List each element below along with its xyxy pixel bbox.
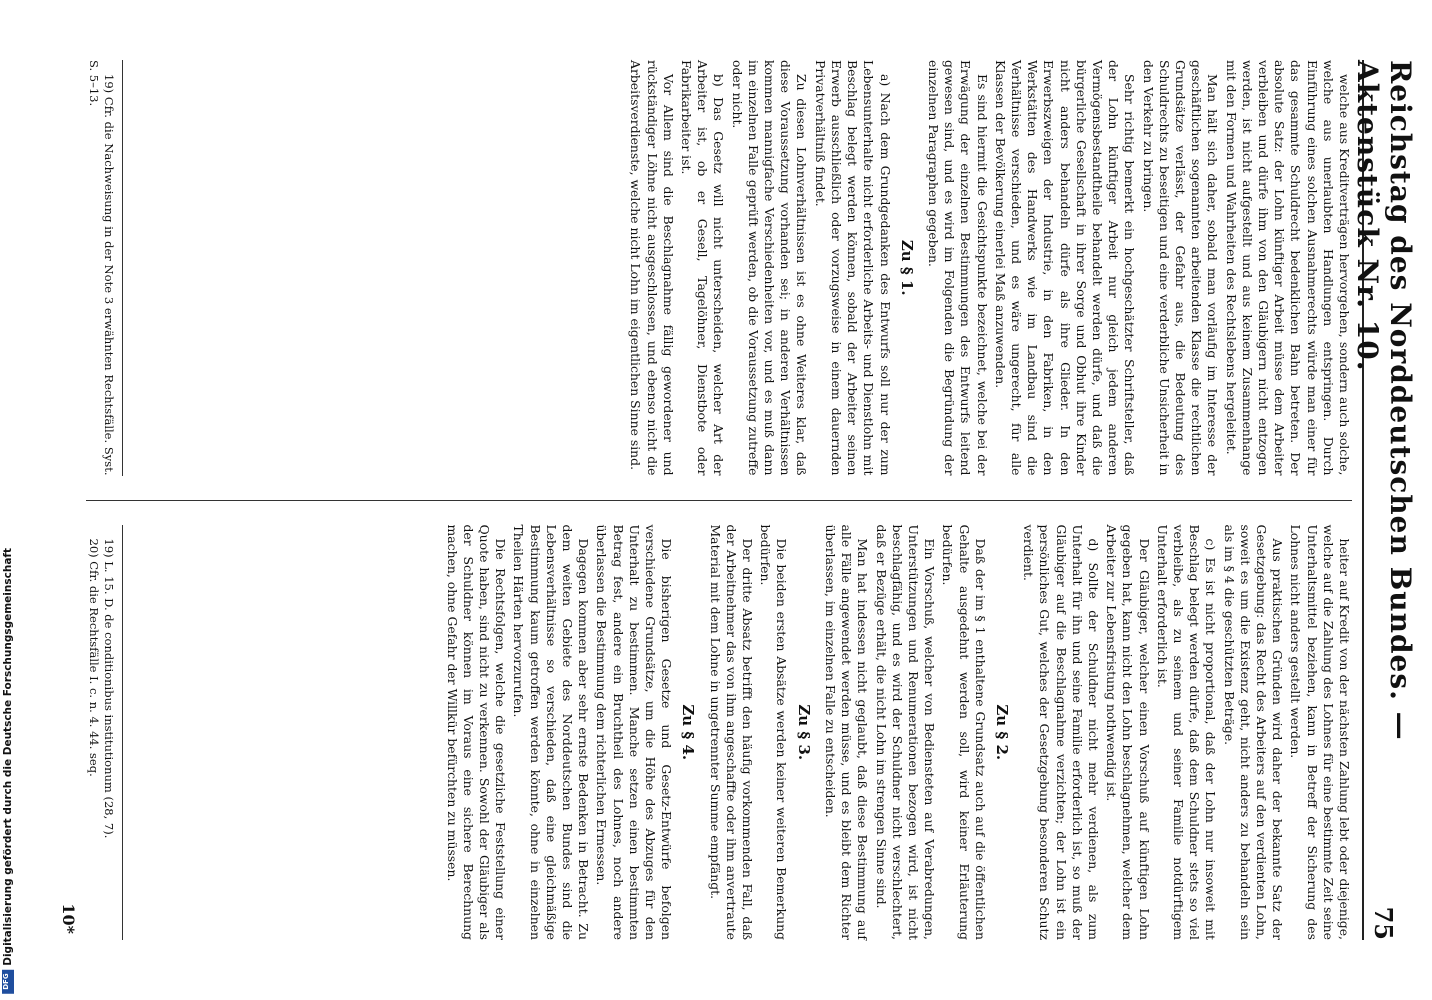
running-header [1351, 60, 1417, 940]
paragraph: Der Gläubiger, welcher einen Vorschuß auf künftigen Lohn gegeben hat, kann nicht den Lohn beschlagnehmen, welcher dem Arbeiter zur Lebensfristung nothwendig ist. [1104, 524, 1152, 940]
section-heading: Zu § 1. [897, 239, 916, 296]
section-heading: Zu § 2. [992, 704, 1011, 761]
paragraph: Aus praktischen Gründen wird daher der bekannte Satz der Gesetzgebung: das Recht des Arbeiters auf den verdienten Lohn, soweit es um die Existenz geht, nicht anders zu behandeln sein als im § 4 die geschützten Beträge. [1221, 524, 1286, 940]
paragraph: Es sind hiermit die Gesichtspunkte bezeichnet, welche bei der Erwägung der einzelnen Bestimmungen des Entwurfs leitend gewesen sind, und es wird im Folgenden die Begründung der einzelnen Paragraphen gegeben. [925, 60, 990, 476]
digitization-credit [0, 6, 16, 994]
paragraph: Daß der im § 1 enthaltene Grundsatz auch auf die öffentlichen Gehalte ausgedehnt werden soll, wird keiner Erläuterung bedürfen. [940, 524, 988, 940]
text-columns [59, 60, 1352, 940]
paragraph: Die bisherigen Gesetze und Gesetz-Entwürfe befolgen verschiedene Grundsätze, um die Höhe des Abzuges für den Unterhalt zu bestimmen. Manche setzen einen bestimmten Betrag fest, andere ein Bruchtheil des Lohnes, noch andere überlassen die Bestimmung dem richterlichen Ermessen. [594, 524, 675, 940]
footnote: 20) Cfr. die Rechtsfälle I. c. n. 4. 44. seq. [87, 538, 101, 777]
document-page [16, 0, 1432, 1000]
paragraph: b) Das Gesetz will nicht unterscheiden, welcher Art der Arbeiter ist, ob er Gesell, Tagelöhner, Dienstbote oder Fabrikarbeiter ist. [679, 60, 727, 476]
paragraph: Sehr richtig bemerkt ein hochgeschätzter Schriftsteller, daß der Lohn künftiger Arbeit nur gleich jedem anderen Vermögensbestandtheile behandelt werden dürfe, und daß die bürgerliche Gesellschaft in ihrer Sorge und Obhut ihre Kinder nicht anders behandeln dürfe als ihre Glieder. In den Erwerbszweigen der Industrie, in den Fabriken, in den Werkstätten des Handwerks wie im Landbau sind die Verhältnisse verschieden, und es wäre ungerecht, für alle Klassen der Bevölkerung einerlei Maß anzuwenden. [992, 60, 1138, 476]
footnote: 19) Cfr. die Nachweisung in der Note 3 erwähnten Rechtsfälle. Syst. S. 5–13. [87, 60, 116, 476]
right-footnotes [86, 525, 123, 941]
paragraph: Der dritte Absatz betrifft den häufig vorkommenden Fall, daß der Arbeitnehmer das von ihm angeschaffte oder ihm anvertraute Material mit dem Lohne in ungetrennter Summe empfängt. [707, 524, 756, 940]
signature-mark: 10* [59, 903, 79, 934]
running-title: Reichstag des Norddeutschen Bundes. — Aktenstück Nr. 10. [1351, 60, 1417, 741]
footnote: 19) L. 15. D. de conditionibus institutionum (28, 7). [102, 538, 116, 839]
dfg-logo-icon: DFG [2, 970, 14, 994]
digitization-credit-text: Digitalisierung gefördert durch die Deutsche Forschungsgemeinschaft [2, 548, 14, 966]
left-column [86, 60, 1352, 476]
paragraph: Man hält sich daher, sobald man vorläufig im Interesse der geschäftlichen sogenannten arbeitenden Klasse die rechtlichen Grundsätze verlässt, der Gefahr aus, die Bedeutung des Schuldrechts zu beseitigen und eine verderbliche Unsicherheit in den Verkehr zu bringen. [1140, 60, 1221, 476]
left-column-body [627, 60, 1352, 476]
paragraph: Zu diesen Lohnverhältnissen ist es ohne Weiteres klar, daß diese Voraussetzung vorhanden sei; in anderen Verhältnissen kommen mannigfache Verschiedenheiten vor, und es muß dann im einzelnen Falle geprüft werden, ob die Voraussetzung zutreffe oder nicht. [729, 60, 810, 476]
paragraph: a) Nach dem Grundgedanken des Entwurfs soll nur der zum Lebensunterhalte nicht erforderliche Arbeits- und Dienstlohn mit Beschlag belegt werden können, sobald der Arbeiter seinen Erwerb ausschließlich oder vorzugsweise in einem dauernden Privatverhältniß findet. [812, 60, 893, 476]
paragraph: c) Es ist nicht proportional, daß der Lohn nur insoweit mit Beschlag belegt werden dürfe, daß dem Schuldner stets so viel verbleibe, als zu seinem und seiner Familie notdürftigem Unterhalt erforderlich ist. [1154, 524, 1219, 940]
page-number: 75 [1369, 906, 1399, 940]
paragraph: Ein Vorschuß, welcher von Bediensteten auf Verabredungen, Unterstützungen und Renumerationen bezogen wird, ist nicht beschlagfähig, und es wird der Schuldner nicht verschlechtert, daß er Bezüge erhält, die nicht Lohn im strengen Sinne sind. [873, 524, 938, 940]
section-heading: Zu § 3. [794, 704, 813, 761]
paragraph: Die beiden ersten Absätze werden keiner weiteren Bemerkung bedürfen. [758, 524, 790, 940]
paragraph: Man hat indessen nicht geglaubt, daß diese Bestimmung auf alle Fälle angewendet werden müsse, und es bleibt dem Richter überlassen, im einzelnen Falle zu entscheiden. [822, 524, 871, 940]
paragraph: d) Sollte der Schuldner nicht mehr verdienen, als zum Unterhalt für ihn und seine Familie erforderlich ist, so muß der Gläubiger auf die Beschlagnahme verzichten; der Lohn ist ein persönliches Gut, welches der Gesetzgebung besonderen Schutz verdient. [1021, 524, 1101, 940]
right-column-body [443, 525, 1352, 941]
paragraph: Die Rechtsfolgen, welche die gesetzliche Feststellung einer Quote haben, sind nicht zu verkennen. Sowohl der Gläubiger als der Schuldner können im Voraus eine sichere Berechnung machen, ohne Gefahr der Willkür befürchten zu müssen. [444, 524, 509, 940]
left-footnotes [86, 60, 123, 476]
section-heading: Zu § 4. [679, 704, 698, 761]
column-divider [86, 500, 1352, 501]
paragraph: heiter auf Kredit von der nächsten Zahlung lebt oder diejenige, welche auf die Zahlung des Lohnes für eine bestimmte Zeit seine Unterhaltsmittel beziehen, kann in Betreff der Sicherung des Lohnes nicht anders gestellt werden. [1288, 524, 1352, 940]
paragraph: Vor Allem sind die Beschlagnahme fällig gewordener und rückständiger Löhne nicht ausgeschlossen, und ebenso nicht die Arbeitsverdienste, welche nicht Lohn im eigentlichen Sinne sind. [628, 60, 676, 476]
right-column [59, 524, 1352, 941]
paragraph: Dagegen kommen aber sehr ernste Bedenken in Betracht. Zu dem weiten Gebiete des Norddeutschen Bundes sind die Lebensverhältnisse so verschieden, daß eine gleichmäßige Bestimmung kaum getroffen werden könnte, ohne in einzelnen Theilen Härten hervorzurufen. [511, 524, 592, 940]
paragraph: welche aus Kreditverträgen hervorgehen, sondern auch solche, welche aus unerlaubten Handlungen entspringen. Durch Einführung eines solchen Ausnahmerechts würde man einer für das gesammte Schuldrecht bedenklichen Bahn betreten. Der absolute Satz: der Lohn künftiger Arbeit müsse dem Arbeiter verbleiben und dürfe ihm von den Gläubigern nicht entzogen werden, ist nicht aufgestellt und aus keinem Zusammenhange mit den Formen und Wahrheiten des Rechtslebens hergeleitet. [1223, 60, 1352, 476]
